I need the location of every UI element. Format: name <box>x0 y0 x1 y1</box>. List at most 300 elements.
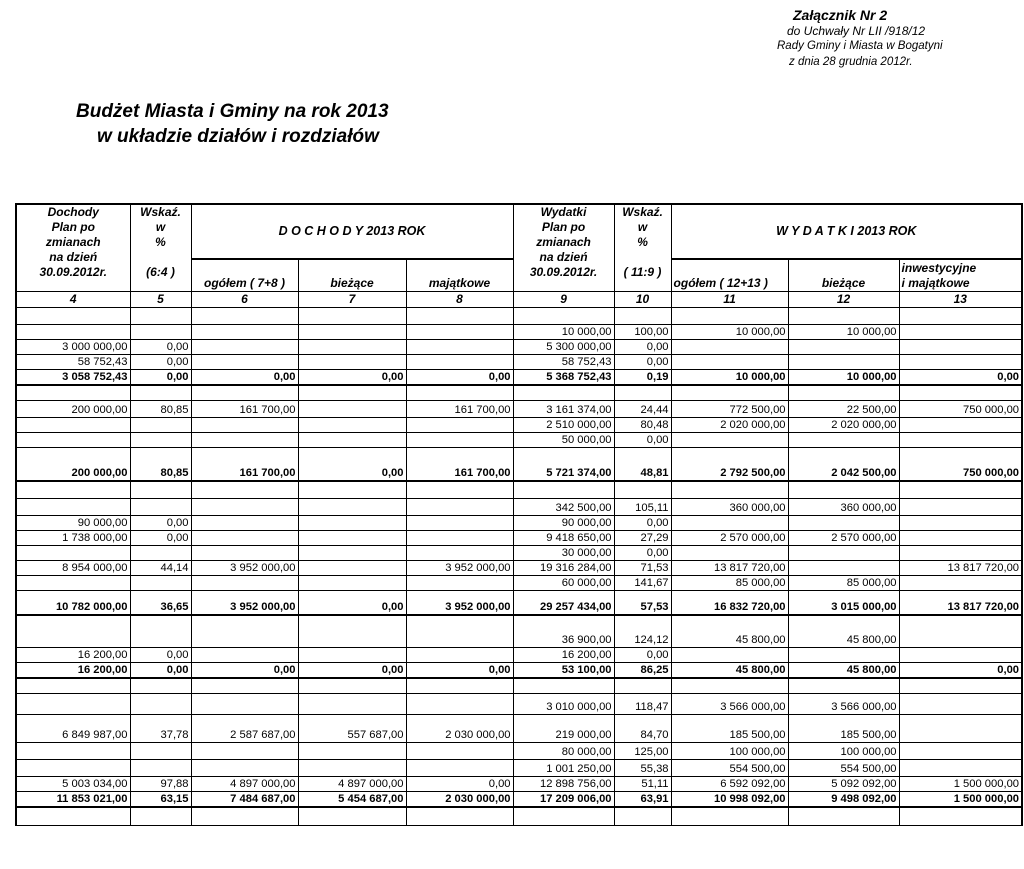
table-cell: 16 200,00 <box>513 648 614 663</box>
table-cell: 5 454 687,00 <box>298 792 406 808</box>
table-cell <box>406 546 513 561</box>
table-cell <box>788 678 899 694</box>
table-cell: 8 954 000,00 <box>16 561 130 576</box>
header-expense-total: ogółem ( 12+13 ) <box>671 259 788 291</box>
table-cell <box>130 615 191 648</box>
table-cell: 2 030 000,00 <box>406 715 513 743</box>
table-row <box>16 385 1022 401</box>
table-cell: 63,15 <box>130 792 191 808</box>
table-cell <box>406 807 513 826</box>
table-cell: 5 300 000,00 <box>513 340 614 355</box>
table-cell <box>899 499 1022 516</box>
table-cell <box>191 694 298 715</box>
table-cell <box>16 308 130 325</box>
table-cell <box>899 615 1022 648</box>
table-row <box>16 499 1022 516</box>
table-cell: 6 592 092,00 <box>671 777 788 792</box>
table-cell <box>16 433 130 448</box>
table-cell: 85 000,00 <box>788 576 899 591</box>
table-cell <box>298 743 406 760</box>
column-number: 7 <box>298 292 406 308</box>
table-cell <box>191 418 298 433</box>
table-cell <box>298 418 406 433</box>
table-cell <box>406 418 513 433</box>
table-cell: 2 792 500,00 <box>671 448 788 482</box>
table-row <box>16 418 1022 433</box>
table-cell <box>191 576 298 591</box>
table-cell <box>298 325 406 340</box>
table-cell <box>298 531 406 546</box>
table-cell <box>406 355 513 370</box>
table-cell: 24,44 <box>614 401 671 418</box>
table-cell: 13 817 720,00 <box>671 561 788 576</box>
column-number: 6 <box>191 292 298 308</box>
table-cell <box>191 546 298 561</box>
table-cell: 2 020 000,00 <box>788 418 899 433</box>
header-expense-plan-l4: na dzień <box>539 250 588 264</box>
table-cell: 161 700,00 <box>191 448 298 482</box>
header-income-index <box>130 204 191 292</box>
column-number: 12 <box>788 292 899 308</box>
table-cell: 80,85 <box>130 448 191 482</box>
table-cell <box>406 648 513 663</box>
table-cell <box>899 516 1022 531</box>
table-cell <box>899 433 1022 448</box>
table-cell <box>298 340 406 355</box>
table-cell: 17 209 006,00 <box>513 792 614 808</box>
table-cell: 30 000,00 <box>513 546 614 561</box>
table-cell <box>406 516 513 531</box>
table-cell <box>16 694 130 715</box>
table-row <box>16 325 1022 340</box>
table-cell <box>191 340 298 355</box>
table-cell <box>406 340 513 355</box>
header-income-index-l3: % <box>155 235 166 249</box>
table-cell: 124,12 <box>614 615 671 648</box>
table-cell <box>16 678 130 694</box>
table-cell <box>130 418 191 433</box>
table-cell: 0,00 <box>406 663 513 679</box>
table-cell: 10 000,00 <box>513 325 614 340</box>
table-cell: 50 000,00 <box>513 433 614 448</box>
table-cell <box>899 531 1022 546</box>
header-expense-investment-l1: inwestycyjne <box>901 261 977 275</box>
table-cell: 0,00 <box>614 355 671 370</box>
table-cell <box>899 678 1022 694</box>
table-row <box>16 694 1022 715</box>
table-cell: 0,00 <box>614 516 671 531</box>
table-cell: 9 498 092,00 <box>788 792 899 808</box>
table-cell: 3 010 000,00 <box>513 694 614 715</box>
table-cell: 0,00 <box>899 370 1022 386</box>
table-cell: 97,88 <box>130 777 191 792</box>
table-cell <box>130 807 191 826</box>
column-number-row <box>16 292 1022 308</box>
table-cell <box>788 648 899 663</box>
table-cell: 55,38 <box>614 760 671 777</box>
table-cell: 11 853 021,00 <box>16 792 130 808</box>
table-cell <box>16 325 130 340</box>
table-cell: 200 000,00 <box>16 448 130 482</box>
table-cell: 45 800,00 <box>788 615 899 648</box>
table-cell <box>671 678 788 694</box>
table-cell: 161 700,00 <box>191 401 298 418</box>
table-cell <box>899 715 1022 743</box>
header-income-plan-l1: Dochody <box>47 205 99 219</box>
table-cell <box>788 546 899 561</box>
table-cell: 125,00 <box>614 743 671 760</box>
table-cell <box>130 760 191 777</box>
table-cell <box>16 546 130 561</box>
table-cell: 5 368 752,43 <box>513 370 614 386</box>
table-cell: 19 316 284,00 <box>513 561 614 576</box>
table-cell: 3 566 000,00 <box>671 694 788 715</box>
table-row <box>16 340 1022 355</box>
table-cell: 3 161 374,00 <box>513 401 614 418</box>
table-cell: 1 738 000,00 <box>16 531 130 546</box>
table-cell: 141,67 <box>614 576 671 591</box>
table-cell: 60 000,00 <box>513 576 614 591</box>
header-income-index-l4: (6:4 ) <box>146 265 175 279</box>
table-cell <box>298 678 406 694</box>
table-cell: 100 000,00 <box>671 743 788 760</box>
table-cell <box>191 325 298 340</box>
table-cell: 0,00 <box>298 370 406 386</box>
table-cell: 10 000,00 <box>788 370 899 386</box>
page-title <box>76 99 389 149</box>
table-cell <box>298 561 406 576</box>
table-cell <box>298 481 406 499</box>
table-row <box>16 777 1022 792</box>
table-cell <box>130 481 191 499</box>
table-row <box>16 807 1022 826</box>
table-cell: 0,00 <box>130 355 191 370</box>
table-cell <box>191 678 298 694</box>
budget-table-body <box>16 308 1022 826</box>
table-cell <box>191 648 298 663</box>
table-cell: 2 042 500,00 <box>788 448 899 482</box>
table-cell: 0,00 <box>191 370 298 386</box>
column-number: 11 <box>671 292 788 308</box>
table-row <box>16 546 1022 561</box>
table-cell <box>788 340 899 355</box>
table-cell <box>788 561 899 576</box>
table-cell <box>788 516 899 531</box>
table-cell <box>130 576 191 591</box>
header-expense-plan-l5: 30.09.2012r. <box>529 265 598 279</box>
table-cell: 45 800,00 <box>671 615 788 648</box>
column-number: 9 <box>513 292 614 308</box>
table-cell: 750 000,00 <box>899 401 1022 418</box>
table-cell <box>130 546 191 561</box>
table-cell: 0,00 <box>191 663 298 679</box>
table-cell: 3 952 000,00 <box>406 561 513 576</box>
table-cell <box>899 355 1022 370</box>
table-cell: 3 015 000,00 <box>788 591 899 616</box>
table-cell <box>191 760 298 777</box>
annex-resolution: do Uchwały Nr LII /918/12 <box>787 23 926 38</box>
table-cell: 100 000,00 <box>788 743 899 760</box>
table-cell <box>16 743 130 760</box>
table-cell <box>130 694 191 715</box>
header-income-property: majątkowe <box>406 259 513 291</box>
table-cell: 80,48 <box>614 418 671 433</box>
table-cell <box>191 531 298 546</box>
table-row <box>16 561 1022 576</box>
table-cell: 185 500,00 <box>788 715 899 743</box>
table-cell: 4 897 000,00 <box>298 777 406 792</box>
table-cell <box>191 481 298 499</box>
table-cell <box>406 615 513 648</box>
table-cell <box>16 418 130 433</box>
table-cell: 53 100,00 <box>513 663 614 679</box>
table-cell <box>130 385 191 401</box>
table-cell: 16 200,00 <box>16 648 130 663</box>
table-cell: 13 817 720,00 <box>899 561 1022 576</box>
table-row <box>16 615 1022 648</box>
column-number: 13 <box>899 292 1022 308</box>
budget-table <box>15 203 1023 826</box>
table-cell: 5 003 034,00 <box>16 777 130 792</box>
table-cell: 84,70 <box>614 715 671 743</box>
table-cell: 554 500,00 <box>671 760 788 777</box>
header-income-plan-l4: na dzień <box>49 250 98 264</box>
table-cell: 1 500 000,00 <box>899 777 1022 792</box>
table-cell: 2 510 000,00 <box>513 418 614 433</box>
table-cell: 0,00 <box>130 516 191 531</box>
table-cell: 10 000,00 <box>671 370 788 386</box>
table-cell <box>130 308 191 325</box>
column-number: 8 <box>406 292 513 308</box>
table-cell: 13 817 720,00 <box>899 591 1022 616</box>
table-cell: 3 000 000,00 <box>16 340 130 355</box>
table-cell <box>16 481 130 499</box>
table-cell: 51,11 <box>614 777 671 792</box>
table-cell <box>16 576 130 591</box>
header-expense-index-l3: % <box>637 235 648 249</box>
table-cell <box>406 308 513 325</box>
table-cell: 5 092 092,00 <box>788 777 899 792</box>
table-cell: 12 898 756,00 <box>513 777 614 792</box>
table-cell: 22 500,00 <box>788 401 899 418</box>
table-cell <box>899 385 1022 401</box>
table-cell <box>406 694 513 715</box>
table-cell <box>788 433 899 448</box>
table-cell <box>513 481 614 499</box>
table-cell <box>191 308 298 325</box>
table-cell: 45 800,00 <box>788 663 899 679</box>
table-cell: 750 000,00 <box>899 448 1022 482</box>
annex-number: Załącznik Nr 2 <box>793 7 888 23</box>
table-row <box>16 481 1022 499</box>
table-cell: 161 700,00 <box>406 401 513 418</box>
table-summary-row <box>16 663 1022 679</box>
header-income-total: ogółem ( 7+8 ) <box>191 259 298 291</box>
table-row <box>16 531 1022 546</box>
table-cell: 0,00 <box>614 648 671 663</box>
annex-note <box>760 8 1000 70</box>
table-cell <box>191 385 298 401</box>
table-cell <box>788 308 899 325</box>
annex-council: Rady Gminy i Miasta w Bogatyni <box>777 40 943 52</box>
table-cell: 0,00 <box>614 546 671 561</box>
table-cell: 0,00 <box>899 663 1022 679</box>
table-cell <box>614 481 671 499</box>
table-cell: 44,14 <box>130 561 191 576</box>
table-cell: 200 000,00 <box>16 401 130 418</box>
table-cell: 10 000,00 <box>788 325 899 340</box>
header-income-plan-l5: 30.09.2012r. <box>39 265 107 279</box>
table-cell <box>899 576 1022 591</box>
table-cell <box>671 433 788 448</box>
table-cell <box>191 615 298 648</box>
table-cell: 100,00 <box>614 325 671 340</box>
table-cell <box>899 694 1022 715</box>
table-cell <box>671 355 788 370</box>
table-cell <box>614 807 671 826</box>
table-cell <box>298 355 406 370</box>
table-cell: 0,19 <box>614 370 671 386</box>
table-cell <box>406 325 513 340</box>
annex-date: z dnia 28 grudnia 2012r. <box>789 55 913 68</box>
title-line-2: w układzie działów i rozdziałów <box>97 126 379 147</box>
title-line-1: Budżet Miasta i Gminy na rok 2013 <box>76 101 389 122</box>
table-cell: 360 000,00 <box>788 499 899 516</box>
table-cell: 63,91 <box>614 792 671 808</box>
table-cell <box>899 418 1022 433</box>
table-cell: 4 897 000,00 <box>191 777 298 792</box>
table-row <box>16 576 1022 591</box>
table-cell: 554 500,00 <box>788 760 899 777</box>
table-cell <box>16 807 130 826</box>
header-expense-index <box>614 204 671 292</box>
table-cell <box>513 385 614 401</box>
table-cell <box>16 499 130 516</box>
table-cell: 118,47 <box>614 694 671 715</box>
table-cell <box>788 807 899 826</box>
table-cell <box>406 481 513 499</box>
table-cell <box>298 308 406 325</box>
table-cell: 58 752,43 <box>16 355 130 370</box>
table-cell: 10 782 000,00 <box>16 591 130 616</box>
table-cell <box>406 531 513 546</box>
table-cell: 0,00 <box>130 370 191 386</box>
table-cell: 45 800,00 <box>671 663 788 679</box>
table-cell: 2 587 687,00 <box>191 715 298 743</box>
table-cell <box>899 807 1022 826</box>
table-cell <box>671 481 788 499</box>
table-cell: 185 500,00 <box>671 715 788 743</box>
table-cell: 360 000,00 <box>671 499 788 516</box>
table-cell <box>406 678 513 694</box>
table-cell: 342 500,00 <box>513 499 614 516</box>
table-cell: 71,53 <box>614 561 671 576</box>
table-cell <box>298 385 406 401</box>
table-cell: 36,65 <box>130 591 191 616</box>
table-cell: 3 952 000,00 <box>191 591 298 616</box>
table-row <box>16 516 1022 531</box>
table-summary-row <box>16 792 1022 808</box>
header-expense-current: bieżące <box>788 259 899 291</box>
table-cell <box>671 385 788 401</box>
table-cell <box>191 807 298 826</box>
table-cell <box>191 355 298 370</box>
table-cell <box>298 516 406 531</box>
table-cell: 80 000,00 <box>513 743 614 760</box>
table-cell <box>298 433 406 448</box>
header-expense-plan <box>513 204 614 292</box>
table-cell: 0,00 <box>614 340 671 355</box>
header-expense-plan-l1: Wydatki <box>540 205 587 219</box>
table-cell: 557 687,00 <box>298 715 406 743</box>
table-row <box>16 743 1022 760</box>
table-cell: 0,00 <box>298 663 406 679</box>
table-cell <box>298 576 406 591</box>
table-cell: 6 849 987,00 <box>16 715 130 743</box>
header-income-2013: D O C H O D Y 2013 ROK <box>191 204 513 259</box>
table-cell <box>899 760 1022 777</box>
table-cell: 85 000,00 <box>671 576 788 591</box>
table-cell <box>130 678 191 694</box>
table-cell: 0,00 <box>298 448 406 482</box>
table-cell <box>788 385 899 401</box>
table-cell: 0,00 <box>130 531 191 546</box>
table-cell: 0,00 <box>130 340 191 355</box>
header-income-plan-l2: Plan po <box>51 220 95 234</box>
table-cell <box>513 308 614 325</box>
table-cell <box>130 499 191 516</box>
table-cell: 57,53 <box>614 591 671 616</box>
header-expense-2013: W Y D A T K I 2013 ROK <box>671 204 1022 259</box>
table-cell: 80,85 <box>130 401 191 418</box>
table-cell <box>191 433 298 448</box>
table-cell <box>788 355 899 370</box>
column-number: 4 <box>16 292 130 308</box>
table-cell <box>671 308 788 325</box>
table-cell <box>513 678 614 694</box>
table-cell: 1 001 250,00 <box>513 760 614 777</box>
header-income-plan-l3: zmianach <box>45 235 101 249</box>
table-cell <box>191 743 298 760</box>
table-cell <box>406 743 513 760</box>
table-cell: 16 200,00 <box>16 663 130 679</box>
table-cell: 48,81 <box>614 448 671 482</box>
table-cell: 90 000,00 <box>16 516 130 531</box>
table-cell <box>298 401 406 418</box>
table-cell: 36 900,00 <box>513 615 614 648</box>
table-cell <box>298 760 406 777</box>
table-cell <box>406 576 513 591</box>
table-row <box>16 760 1022 777</box>
table-cell: 0,00 <box>614 433 671 448</box>
table-cell <box>130 743 191 760</box>
table-cell <box>899 648 1022 663</box>
table-cell <box>899 340 1022 355</box>
table-row <box>16 715 1022 743</box>
table-cell <box>298 807 406 826</box>
header-income-current: bieżące <box>298 259 406 291</box>
header-expense-index-l4: ( 11:9 ) <box>623 265 662 279</box>
table-cell <box>899 325 1022 340</box>
table-cell <box>406 433 513 448</box>
table-cell: 90 000,00 <box>513 516 614 531</box>
table-cell: 2 570 000,00 <box>788 531 899 546</box>
table-row <box>16 648 1022 663</box>
table-cell: 161 700,00 <box>406 448 513 482</box>
table-cell: 9 418 650,00 <box>513 531 614 546</box>
header-income-index-l2: w <box>155 220 166 234</box>
table-cell <box>899 481 1022 499</box>
